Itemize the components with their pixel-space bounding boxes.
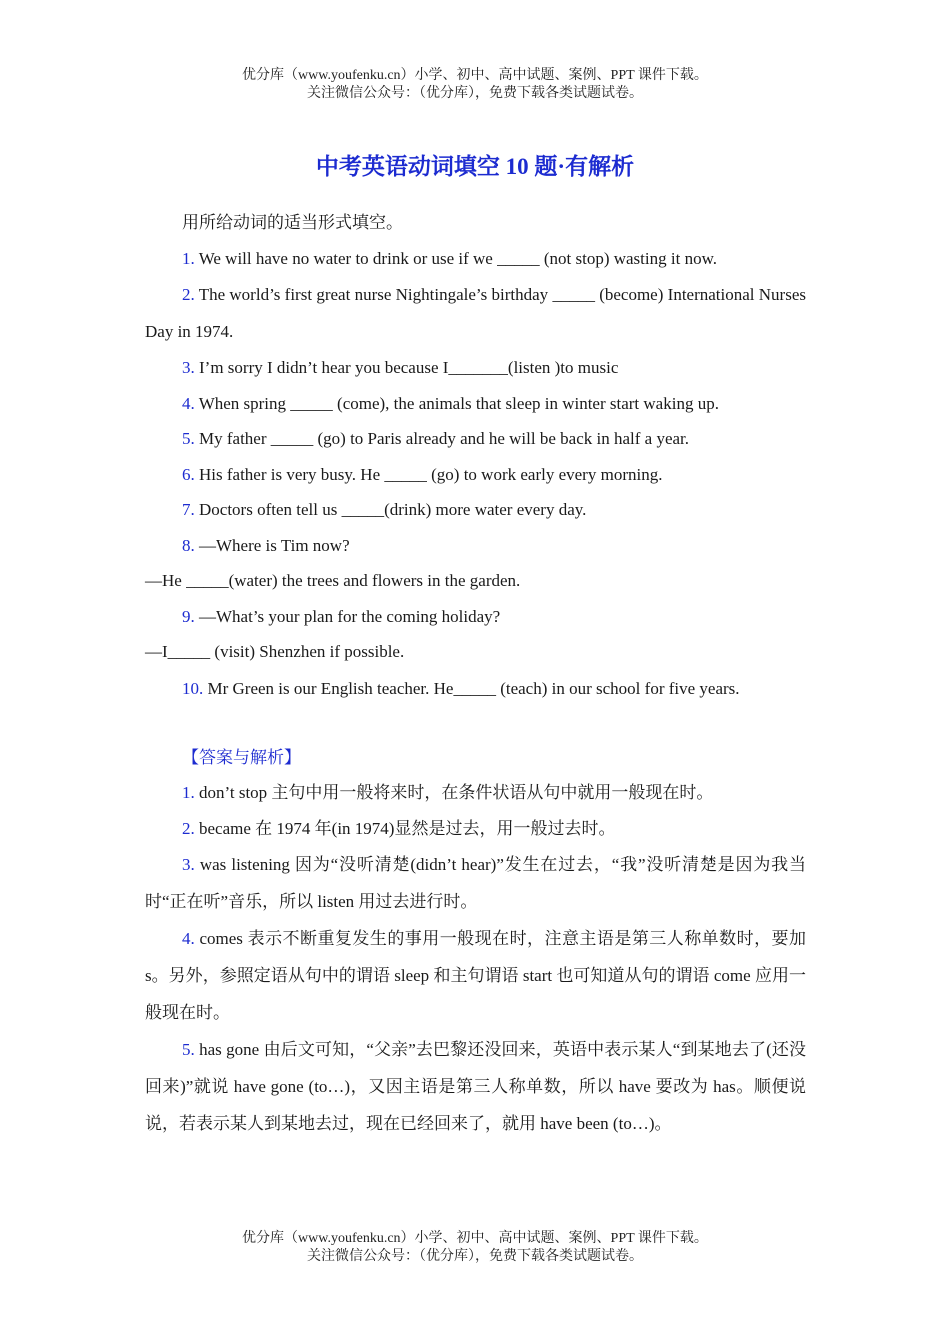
question-text: Mr Green is our English teacher. He_____ (teach) in our school for five years. [203, 678, 740, 698]
answer-3 [145, 846, 806, 920]
question-text: My father _____ (go) to Paris already and he will be back in half a year. [194, 429, 690, 448]
answers-heading: 【答案与解析】 [182, 747, 301, 767]
question-number: 1. [182, 248, 195, 268]
question-number: 4. [182, 393, 195, 413]
question-text: —What’s your plan for the coming holiday? [194, 606, 501, 626]
answer-number: 3. [182, 855, 195, 874]
question-5 [145, 421, 806, 457]
question-text: We will have no water to drink or use if we _____ (not stop) wasting it now. [194, 248, 717, 268]
question-text: When spring _____ (come), the animals that sleep in winter start waking up. [194, 393, 719, 413]
question-text: Doctors often tell us _____(drink) more water every day. [194, 500, 587, 519]
question-number: 8. [182, 535, 195, 555]
question-9 [145, 599, 806, 635]
question-number: 5. [182, 429, 195, 448]
page-header [0, 67, 950, 103]
question-1 [145, 241, 806, 277]
answer-4 [145, 920, 806, 1031]
question-10 [145, 670, 806, 707]
answer-text: was listening 因为“没听清楚(didn’t hear)”发生在过去，“我”没听清楚是因为我当时“正在听”音乐，所以 listen 用过去进行时。 [145, 855, 806, 911]
question-number: 10. [182, 678, 204, 698]
document-body [145, 205, 806, 1142]
question-3 [145, 350, 806, 386]
page-footer [0, 1230, 950, 1266]
section-spacer [145, 707, 806, 740]
document-title: 中考英语动词填空 10 题·有解析 [315, 154, 635, 179]
answer-1 [145, 775, 806, 811]
question-number: 7. [182, 500, 195, 519]
answer-5 [145, 1031, 806, 1142]
answer-number: 2. [182, 818, 195, 838]
question-text: I’m sorry I didn’t hear you because I_______(listen )to music [194, 358, 619, 377]
question-7 [145, 492, 806, 528]
question-number: 6. [182, 464, 195, 484]
header-line-2: 关注微信公众号：（优分库），免费下载各类试题试卷。 [307, 86, 643, 101]
question-9-reply: —I_____ (visit) Shenzhen if possible. [145, 642, 405, 661]
question-text: His father is very busy. He _____ (go) to work early every morning. [194, 464, 663, 484]
answer-text: became 在 1974 年(in 1974)显然是过去，用一般过去时。 [194, 818, 616, 838]
question-8-reply: —He _____(water) the trees and flowers in the garden. [145, 571, 521, 590]
answer-number: 4. [182, 929, 195, 948]
footer-line-2: 关注微信公众号：（优分库），免费下载各类试题试卷。 [307, 1249, 643, 1264]
question-number: 2. [182, 285, 195, 304]
question-8 [145, 528, 806, 564]
answer-number: 5. [182, 1040, 195, 1059]
question-6 [145, 457, 806, 493]
answer-number: 1. [182, 783, 195, 802]
answer-text: don’t stop 主句中用一般将来时，在条件状语从句中就用一般现在时。 [194, 783, 714, 802]
answer-text: comes 表示不断重复发生的事用一般现在时，注意主语是第三人称单数时，要加 s。另外，参照定语从句中的谓语 sleep 和主句谓语 start 也可知道从句的谓语 come 应用一般现在时。 [145, 929, 806, 1022]
question-2 [145, 276, 806, 350]
question-number: 3. [182, 358, 195, 377]
instruction: 用所给动词的适当形式填空。 [182, 213, 403, 232]
question-text: The world’s first great nurse Nightingale’s birthday _____ (become) International Nurses Day in 1974. [145, 285, 806, 341]
answer-2 [145, 811, 806, 847]
question-text: —Where is Tim now? [194, 535, 350, 555]
answer-text: has gone 由后文可知，“父亲”去巴黎还没回来，英语中表示某人“到某地去了(还没回来)”就说 have gone (to…)，又因主语是第三人称单数，所以 have 要改为 has。顺便说说，若表示某人到某地去过，现在已经回来了，就用 have been (to…)。 [145, 1040, 806, 1133]
question-number: 9. [182, 606, 195, 626]
header-line-1: 优分库（www.youfenku.cn）小学、初中、高中试题、案例、PPT 课件下载。 [242, 68, 708, 83]
footer-line-1: 优分库（www.youfenku.cn）小学、初中、高中试题、案例、PPT 课件下载。 [242, 1231, 708, 1246]
question-4 [145, 386, 806, 422]
